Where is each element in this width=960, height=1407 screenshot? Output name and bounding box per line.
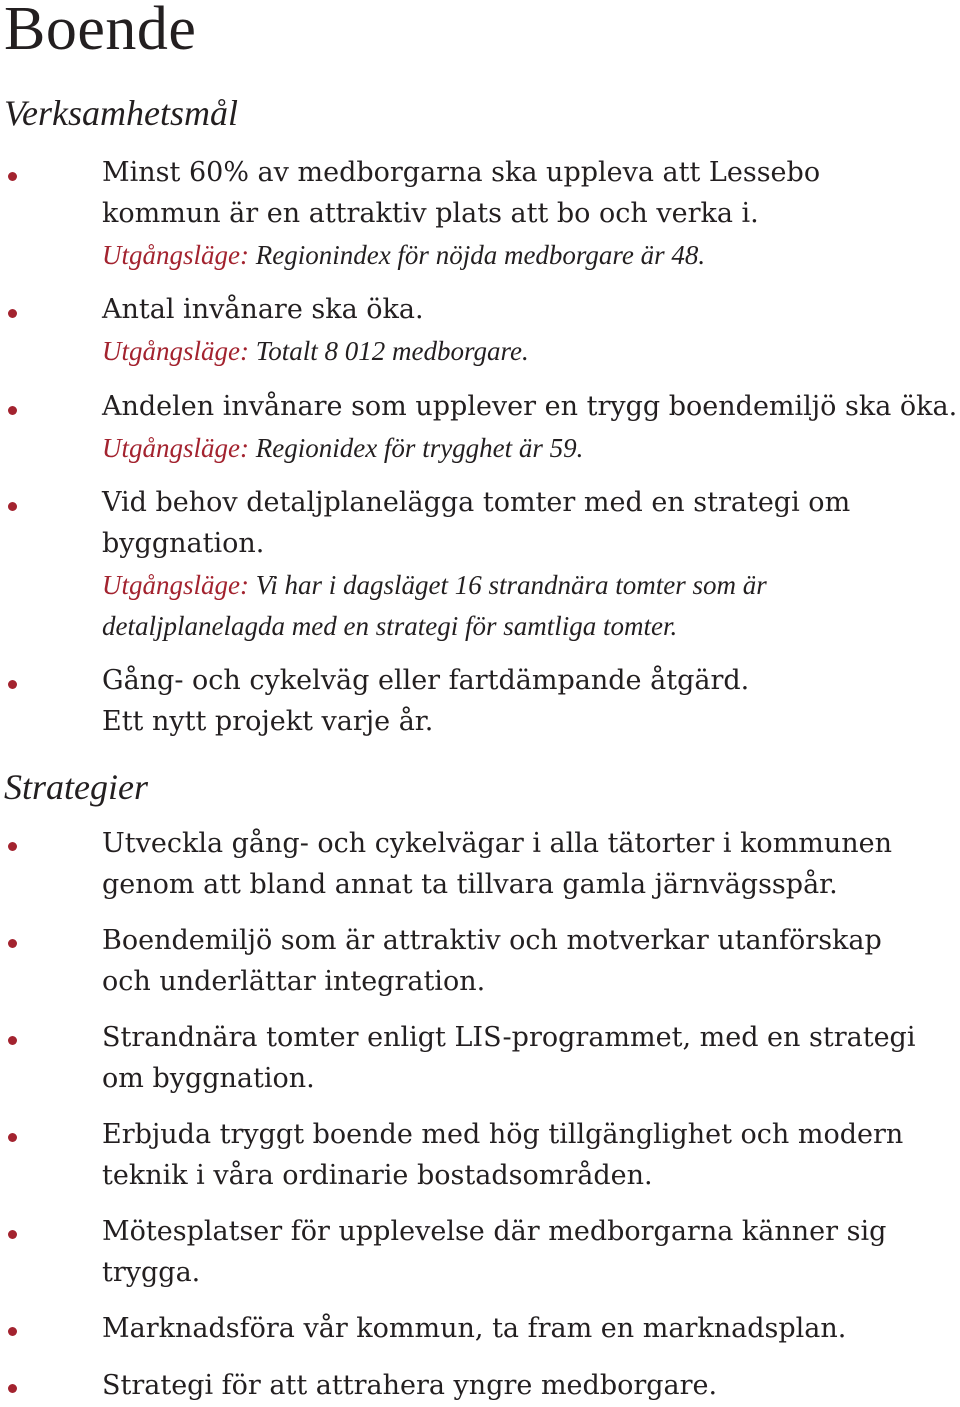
- page-title: Boende: [4, 0, 197, 63]
- goal-text-line: Vid behov detaljplanelägga tomter med en strategi om: [102, 487, 851, 518]
- goal-baseline: [102, 331, 529, 371]
- strategy-text-line: trygga.: [102, 1257, 201, 1288]
- strategies-heading: Strategier: [4, 767, 148, 807]
- bullet-icon: [8, 502, 17, 511]
- baseline-text: Vi har i dagsläget 16 strandnära tomter som är: [248, 570, 767, 600]
- bullet-icon: [8, 1327, 17, 1336]
- bullet-icon: [8, 1036, 17, 1045]
- baseline-label: Utgångsläge:: [102, 570, 249, 600]
- goal-text-line: Ett nytt projekt varje år.: [102, 706, 434, 737]
- goals-heading: Verksamhetsmål: [4, 93, 238, 133]
- goal-text-line: Antal invånare ska öka.: [102, 294, 424, 325]
- baseline-text: detaljplanelagda med en strategi för samtliga tomter.: [102, 611, 678, 641]
- bullet-icon: [8, 1384, 17, 1393]
- goal-text-line: Andelen invånare som upplever en trygg boendemiljö ska öka.: [102, 391, 958, 422]
- baseline-text: Regionidex för trygghet är 59.: [248, 433, 584, 463]
- goal-text-line: Gång- och cykelväg eller fartdämpande åtgärd.: [102, 665, 750, 696]
- bullet-icon: [8, 680, 17, 689]
- strategy-text-line: Strandnära tomter enligt LIS-programmet, med en strategi: [102, 1022, 916, 1053]
- strategy-text-line: Erbjuda tryggt boende med hög tillgänglighet och modern: [102, 1119, 904, 1150]
- strategy-text-line: Boendemiljö som är attraktiv och motverkar utanförskap: [102, 925, 882, 956]
- goal-baseline: [102, 235, 705, 275]
- goal-text-line: kommun är en attraktiv plats att bo och verka i.: [102, 198, 759, 229]
- strategy-text-line: om byggnation.: [102, 1063, 315, 1094]
- strategy-text-line: genom att bland annat ta tillvara gamla järnvägsspår.: [102, 869, 838, 900]
- baseline-label: Utgångsläge:: [102, 240, 249, 270]
- bullet-icon: [8, 842, 17, 851]
- bullet-icon: [8, 309, 17, 318]
- bullet-icon: [8, 172, 17, 181]
- goal-baseline: [102, 428, 583, 468]
- strategy-text-line: Strategi för att attrahera yngre medborgare.: [102, 1370, 718, 1401]
- strategy-text-line: och underlättar integration.: [102, 966, 486, 997]
- baseline-label: Utgångsläge:: [102, 433, 249, 463]
- goal-baseline: [102, 565, 767, 605]
- bullet-icon: [8, 1133, 17, 1142]
- baseline-label: Utgångsläge:: [102, 336, 249, 366]
- goal-text-line: Minst 60% av medborgarna ska uppleva att Lessebo: [102, 157, 821, 188]
- strategy-text-line: Marknadsföra vår kommun, ta fram en marknadsplan.: [102, 1313, 847, 1344]
- baseline-text: Regionindex för nöjda medborgare är 48.: [248, 240, 706, 270]
- strategy-text-line: teknik i våra ordinarie bostadsområden.: [102, 1160, 653, 1191]
- bullet-icon: [8, 1230, 17, 1239]
- bullet-icon: [8, 939, 17, 948]
- baseline-text: Totalt 8 012 medborgare.: [248, 336, 529, 366]
- goal-text-line: byggnation.: [102, 528, 265, 559]
- bullet-icon: [8, 406, 17, 415]
- strategy-text-line: Mötesplatser för upplevelse där medborgarna känner sig: [102, 1216, 887, 1247]
- strategy-text-line: Utveckla gång- och cykelvägar i alla tätorter i kommunen: [102, 828, 893, 859]
